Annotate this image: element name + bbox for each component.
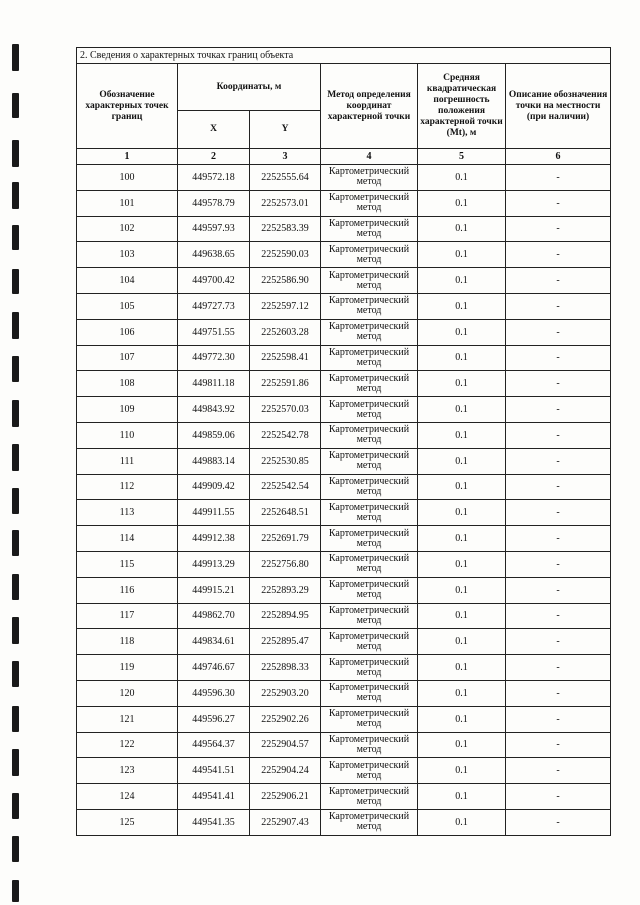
column-number: 1 <box>77 149 178 165</box>
point-number-cell: 114 <box>77 526 178 552</box>
accuracy-cell: 0.1 <box>418 293 506 319</box>
accuracy-cell: 0.1 <box>418 242 506 268</box>
x-coordinate-cell: 449772.30 <box>178 345 250 371</box>
method-cell: Картометрический метод <box>321 784 418 810</box>
description-cell: - <box>506 680 611 706</box>
x-coordinate-cell: 449811.18 <box>178 371 250 397</box>
header-x: X <box>178 111 250 149</box>
x-coordinate-cell: 449859.06 <box>178 422 250 448</box>
point-number-cell: 117 <box>77 603 178 629</box>
description-cell: - <box>506 474 611 500</box>
x-coordinate-cell: 449596.27 <box>178 706 250 732</box>
y-coordinate-cell: 2252591.86 <box>250 371 321 397</box>
accuracy-cell: 0.1 <box>418 345 506 371</box>
point-number-cell: 106 <box>77 319 178 345</box>
accuracy-cell: 0.1 <box>418 268 506 294</box>
x-coordinate-cell: 449638.65 <box>178 242 250 268</box>
table-row <box>77 190 611 216</box>
x-coordinate-cell: 449883.14 <box>178 448 250 474</box>
table-row <box>77 268 611 294</box>
description-cell: - <box>506 655 611 681</box>
table-row <box>77 422 611 448</box>
accuracy-cell: 0.1 <box>418 551 506 577</box>
column-number: 5 <box>418 149 506 165</box>
description-cell: - <box>506 216 611 242</box>
description-cell: - <box>506 422 611 448</box>
x-coordinate-cell: 449843.92 <box>178 397 250 423</box>
binder-mark <box>12 444 19 471</box>
description-cell: - <box>506 577 611 603</box>
y-coordinate-cell: 2252904.24 <box>250 758 321 784</box>
x-coordinate-cell: 449596.30 <box>178 680 250 706</box>
accuracy-cell: 0.1 <box>418 371 506 397</box>
x-coordinate-cell: 449746.67 <box>178 655 250 681</box>
y-coordinate-cell: 2252904.57 <box>250 732 321 758</box>
method-cell: Картометрический метод <box>321 345 418 371</box>
method-cell: Картометрический метод <box>321 758 418 784</box>
table-row <box>77 603 611 629</box>
y-coordinate-cell: 2252691.79 <box>250 526 321 552</box>
method-cell: Картометрический метод <box>321 268 418 294</box>
table-row <box>77 474 611 500</box>
x-coordinate-cell: 449541.41 <box>178 784 250 810</box>
header-accuracy: Средняя квадратическая погрешность положения характерной точки (Mt), м <box>418 64 506 149</box>
method-cell: Картометрический метод <box>321 526 418 552</box>
accuracy-cell: 0.1 <box>418 448 506 474</box>
method-cell: Картометрический метод <box>321 422 418 448</box>
x-coordinate-cell: 449915.21 <box>178 577 250 603</box>
description-cell: - <box>506 629 611 655</box>
point-number-cell: 118 <box>77 629 178 655</box>
point-number-cell: 110 <box>77 422 178 448</box>
point-number-cell: 100 <box>77 165 178 191</box>
point-number-cell: 121 <box>77 706 178 732</box>
binder-mark <box>12 574 19 600</box>
y-coordinate-cell: 2252530.85 <box>250 448 321 474</box>
description-cell: - <box>506 706 611 732</box>
description-cell: - <box>506 293 611 319</box>
binder-mark <box>12 793 19 819</box>
method-cell: Картометрический метод <box>321 732 418 758</box>
y-coordinate-cell: 2252903.20 <box>250 680 321 706</box>
point-number-cell: 112 <box>77 474 178 500</box>
accuracy-cell: 0.1 <box>418 629 506 655</box>
y-coordinate-cell: 2252542.78 <box>250 422 321 448</box>
table-row <box>77 577 611 603</box>
method-cell: Картометрический метод <box>321 551 418 577</box>
point-number-cell: 123 <box>77 758 178 784</box>
accuracy-cell: 0.1 <box>418 319 506 345</box>
method-cell: Картометрический метод <box>321 242 418 268</box>
method-cell: Картометрический метод <box>321 165 418 191</box>
y-coordinate-cell: 2252583.39 <box>250 216 321 242</box>
accuracy-cell: 0.1 <box>418 603 506 629</box>
point-number-cell: 111 <box>77 448 178 474</box>
x-coordinate-cell: 449913.29 <box>178 551 250 577</box>
description-cell: - <box>506 319 611 345</box>
point-number-cell: 122 <box>77 732 178 758</box>
accuracy-cell: 0.1 <box>418 809 506 835</box>
table-row <box>77 165 611 191</box>
points-table-body <box>77 165 611 836</box>
y-coordinate-cell: 2252902.26 <box>250 706 321 732</box>
table-row <box>77 242 611 268</box>
binder-mark <box>12 400 19 427</box>
binder-mark <box>12 140 19 167</box>
y-coordinate-cell: 2252648.51 <box>250 500 321 526</box>
point-number-cell: 105 <box>77 293 178 319</box>
description-cell: - <box>506 190 611 216</box>
binder-mark <box>12 617 19 644</box>
method-cell: Картометрический метод <box>321 500 418 526</box>
accuracy-cell: 0.1 <box>418 526 506 552</box>
binder-mark <box>12 530 19 556</box>
table-row <box>77 345 611 371</box>
column-number: 6 <box>506 149 611 165</box>
point-number-cell: 101 <box>77 190 178 216</box>
description-cell: - <box>506 551 611 577</box>
description-cell: - <box>506 397 611 423</box>
y-coordinate-cell: 2252570.03 <box>250 397 321 423</box>
method-cell: Картометрический метод <box>321 293 418 319</box>
x-coordinate-cell: 449541.35 <box>178 809 250 835</box>
accuracy-cell: 0.1 <box>418 758 506 784</box>
y-coordinate-cell: 2252542.54 <box>250 474 321 500</box>
y-coordinate-cell: 2252598.41 <box>250 345 321 371</box>
characteristic-points-table <box>76 47 611 836</box>
description-cell: - <box>506 758 611 784</box>
table-row <box>77 784 611 810</box>
method-cell: Картометрический метод <box>321 577 418 603</box>
description-cell: - <box>506 268 611 294</box>
x-coordinate-cell: 449727.73 <box>178 293 250 319</box>
table-caption: 2. Сведения о характерных точках границ объекта <box>77 48 611 64</box>
point-number-cell: 104 <box>77 268 178 294</box>
y-coordinate-cell: 2252597.12 <box>250 293 321 319</box>
y-coordinate-cell: 2252590.03 <box>250 242 321 268</box>
description-cell: - <box>506 732 611 758</box>
point-number-cell: 125 <box>77 809 178 835</box>
accuracy-cell: 0.1 <box>418 216 506 242</box>
description-cell: - <box>506 448 611 474</box>
binder-mark <box>12 749 19 776</box>
table-row <box>77 319 611 345</box>
accuracy-cell: 0.1 <box>418 422 506 448</box>
y-coordinate-cell: 2252586.90 <box>250 268 321 294</box>
method-cell: Картометрический метод <box>321 397 418 423</box>
accuracy-cell: 0.1 <box>418 732 506 758</box>
point-number-cell: 102 <box>77 216 178 242</box>
description-cell: - <box>506 784 611 810</box>
description-cell: - <box>506 371 611 397</box>
point-number-cell: 108 <box>77 371 178 397</box>
method-cell: Картометрический метод <box>321 474 418 500</box>
table-row <box>77 216 611 242</box>
description-cell: - <box>506 165 611 191</box>
y-coordinate-cell: 2252907.43 <box>250 809 321 835</box>
y-coordinate-cell: 2252573.01 <box>250 190 321 216</box>
point-number-cell: 116 <box>77 577 178 603</box>
binder-mark <box>12 661 19 687</box>
y-coordinate-cell: 2252893.29 <box>250 577 321 603</box>
y-coordinate-cell: 2252555.64 <box>250 165 321 191</box>
accuracy-cell: 0.1 <box>418 577 506 603</box>
x-coordinate-cell: 449751.55 <box>178 319 250 345</box>
method-cell: Картометрический метод <box>321 809 418 835</box>
table-row <box>77 500 611 526</box>
description-cell: - <box>506 242 611 268</box>
y-coordinate-cell: 2252906.21 <box>250 784 321 810</box>
column-number: 2 <box>178 149 250 165</box>
accuracy-cell: 0.1 <box>418 706 506 732</box>
header-y: Y <box>250 111 321 149</box>
binder-mark <box>12 182 19 209</box>
accuracy-cell: 0.1 <box>418 474 506 500</box>
y-coordinate-cell: 2252756.80 <box>250 551 321 577</box>
binder-hole-strip <box>0 0 40 905</box>
table-row <box>77 526 611 552</box>
method-cell: Картометрический метод <box>321 706 418 732</box>
description-cell: - <box>506 603 611 629</box>
table-row <box>77 448 611 474</box>
table-row <box>77 706 611 732</box>
binder-mark <box>12 836 19 862</box>
table-row <box>77 732 611 758</box>
point-number-cell: 109 <box>77 397 178 423</box>
accuracy-cell: 0.1 <box>418 165 506 191</box>
y-coordinate-cell: 2252894.95 <box>250 603 321 629</box>
binder-mark <box>12 269 19 294</box>
description-cell: - <box>506 809 611 835</box>
method-cell: Картометрический метод <box>321 629 418 655</box>
column-number: 4 <box>321 149 418 165</box>
x-coordinate-cell: 449862.70 <box>178 603 250 629</box>
method-cell: Картометрический метод <box>321 216 418 242</box>
accuracy-cell: 0.1 <box>418 500 506 526</box>
accuracy-cell: 0.1 <box>418 397 506 423</box>
binder-mark <box>12 706 19 732</box>
binder-mark <box>12 225 19 250</box>
description-cell: - <box>506 345 611 371</box>
y-coordinate-cell: 2252603.28 <box>250 319 321 345</box>
document-sheet <box>76 47 610 836</box>
description-cell: - <box>506 500 611 526</box>
x-coordinate-cell: 449597.93 <box>178 216 250 242</box>
method-cell: Картометрический метод <box>321 603 418 629</box>
binder-mark <box>12 312 19 339</box>
table-row <box>77 551 611 577</box>
x-coordinate-cell: 449578.79 <box>178 190 250 216</box>
point-number-cell: 120 <box>77 680 178 706</box>
column-number: 3 <box>250 149 321 165</box>
binder-mark <box>12 880 19 902</box>
table-row <box>77 293 611 319</box>
method-cell: Картометрический метод <box>321 680 418 706</box>
method-cell: Картометрический метод <box>321 371 418 397</box>
table-row <box>77 809 611 835</box>
table-row <box>77 680 611 706</box>
accuracy-cell: 0.1 <box>418 784 506 810</box>
table-row <box>77 397 611 423</box>
header-coordinates: Координаты, м <box>178 64 321 111</box>
y-coordinate-cell: 2252895.47 <box>250 629 321 655</box>
y-coordinate-cell: 2252898.33 <box>250 655 321 681</box>
method-cell: Картометрический метод <box>321 448 418 474</box>
x-coordinate-cell: 449834.61 <box>178 629 250 655</box>
x-coordinate-cell: 449909.42 <box>178 474 250 500</box>
point-number-cell: 103 <box>77 242 178 268</box>
binder-mark <box>12 44 19 71</box>
accuracy-cell: 0.1 <box>418 190 506 216</box>
x-coordinate-cell: 449541.51 <box>178 758 250 784</box>
point-number-cell: 119 <box>77 655 178 681</box>
point-number-cell: 115 <box>77 551 178 577</box>
point-number-cell: 113 <box>77 500 178 526</box>
header-method: Метод определения координат характерной точки <box>321 64 418 149</box>
binder-mark <box>12 93 19 118</box>
x-coordinate-cell: 449700.42 <box>178 268 250 294</box>
method-cell: Картометрический метод <box>321 319 418 345</box>
table-row <box>77 655 611 681</box>
x-coordinate-cell: 449572.18 <box>178 165 250 191</box>
binder-mark <box>12 356 19 382</box>
description-cell: - <box>506 526 611 552</box>
x-coordinate-cell: 449911.55 <box>178 500 250 526</box>
table-row <box>77 758 611 784</box>
x-coordinate-cell: 449564.37 <box>178 732 250 758</box>
method-cell: Картометрический метод <box>321 190 418 216</box>
table-row <box>77 371 611 397</box>
binder-mark <box>12 488 19 514</box>
table-row <box>77 629 611 655</box>
method-cell: Картометрический метод <box>321 655 418 681</box>
accuracy-cell: 0.1 <box>418 680 506 706</box>
x-coordinate-cell: 449912.38 <box>178 526 250 552</box>
point-number-cell: 107 <box>77 345 178 371</box>
accuracy-cell: 0.1 <box>418 655 506 681</box>
point-number-cell: 124 <box>77 784 178 810</box>
header-description: Описание обозначения точки на местности (при наличии) <box>506 64 611 149</box>
header-designation: Обозначение характерных точек границ <box>77 64 178 149</box>
